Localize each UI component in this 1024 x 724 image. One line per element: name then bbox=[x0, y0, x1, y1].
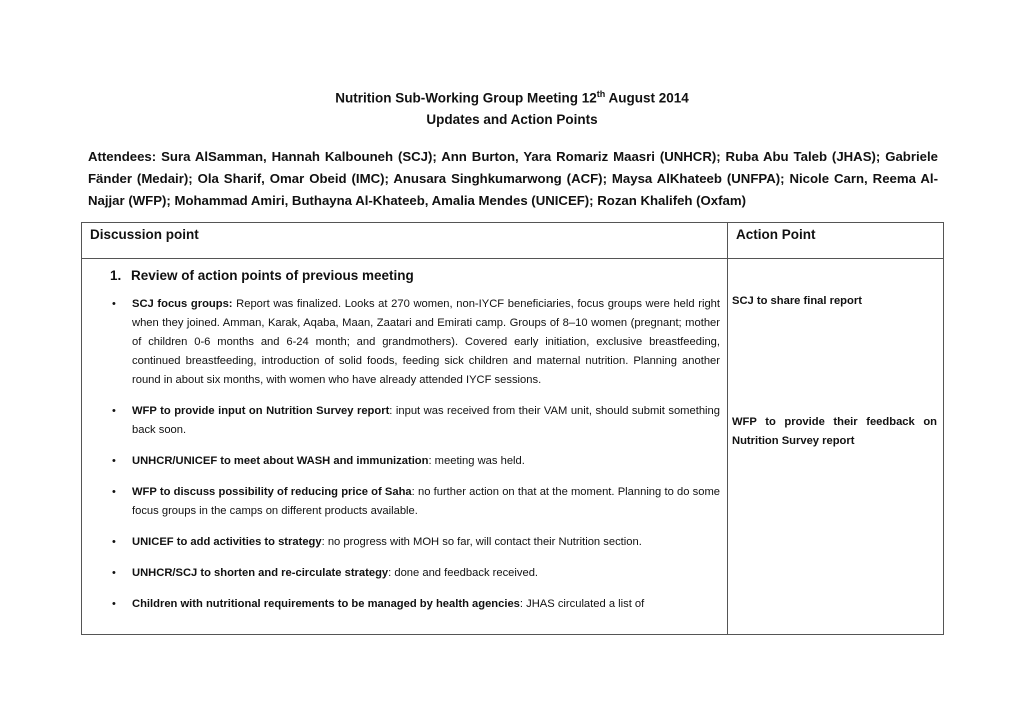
discussion-list bbox=[82, 295, 727, 614]
list-item: • UNICEF to add activities to strategy: no progress with MOH so far, will contact their Nutrition section. bbox=[112, 536, 642, 548]
attendees-label: Attendees: bbox=[88, 149, 157, 164]
list-item: • WFP to provide input on Nutrition Survey report: input was received from their VAM unit, should submit something back soon. bbox=[112, 405, 720, 436]
action-point-item: WFP to provide their feedback on Nutrition Survey report bbox=[732, 416, 937, 447]
table-header-row bbox=[82, 223, 944, 259]
list-item: • WFP to discuss possibility of reducing price of Saha: no further action on that at the moment. Planning to do some focus groups in the camps on different products available. bbox=[112, 486, 720, 517]
list-item: • SCJ focus groups: Report was finalized. Looks at 270 women, non-IYCF beneficiaries, focus groups were held right when they joined. Amman, Karak, Aqaba, Maan, Zaatari and Emirati camp. Groups of 8–10 women (pregnant; mother of children 0-6 months and 6-24 month; and grandmothers). Covered early initiation, exclusive breastfeeding, continued breastfeeding, introduction of solid foods, feeding sick children and maternal nutrition. Planning another round in about six months, with women who have already attended IYCF sessions. bbox=[112, 298, 720, 386]
document-subtitle: Updates and Action Points bbox=[426, 112, 598, 127]
section-heading: 1. Review of action points of previous meeting bbox=[110, 268, 414, 283]
list-item: • UNHCR/SCJ to shorten and re-circulate strategy: done and feedback received. bbox=[112, 567, 539, 579]
title-superscript: th bbox=[596, 89, 606, 99]
document-title: Nutrition Sub-Working Group Meeting 12th August 2014 bbox=[335, 89, 689, 106]
discussion-cell bbox=[82, 259, 728, 635]
attendees-list: Sura AlSamman, Hannah Kalbouneh (SCJ); Ann Burton, Yara Romariz Maasri (UNHCR); Ruba Abu Taleb (JHAS); Gabriele Fänder (Medair); Ola Sharif, Omar Obeid (IMC); Anusara Singhkumarwong (ACF); Maysa AlKhateeb (UNFPA); Nicole Carn, Reema Al-Najjar (WFP); Mohammad Amiri, Buthayna Al-Khateeb, Amalia Mendes (UNICEF); Rozan Khalifeh (Oxfam) bbox=[88, 149, 938, 208]
header-discussion-point: Discussion point bbox=[82, 223, 728, 259]
list-item: • UNHCR/UNICEF to meet about WASH and immunization: meeting was held. bbox=[112, 455, 525, 467]
list-item: • Children with nutritional requirements to be managed by health agencies: JHAS circulated a list of bbox=[112, 598, 645, 610]
attendees-paragraph bbox=[88, 146, 938, 212]
action-point-item: SCJ to share final report bbox=[732, 295, 862, 307]
header-action-point: Action Point bbox=[728, 223, 944, 259]
